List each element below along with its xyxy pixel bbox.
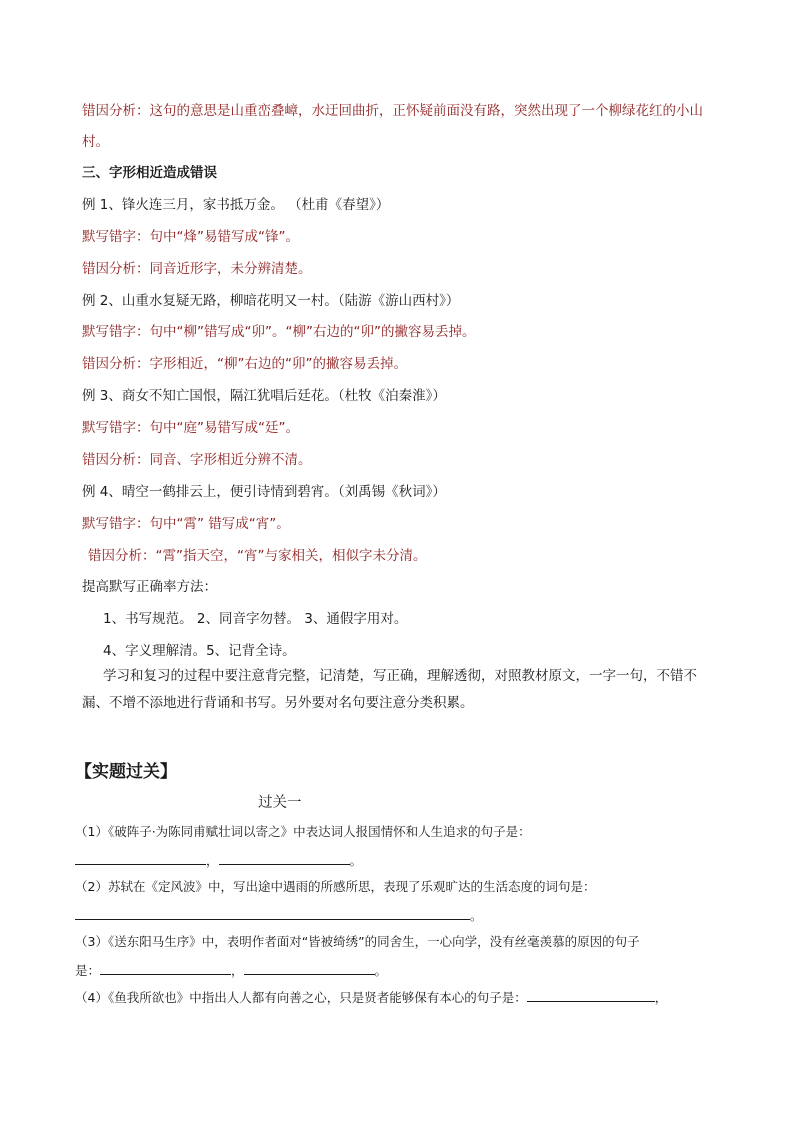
answer-blank[interactable] [75, 905, 470, 920]
methods-heading: 提高默写正确率方法： [82, 579, 217, 595]
answer-blank[interactable] [75, 850, 206, 865]
summary-paragraph-line: 漏、不增不添地进行背诵和书写。另外要对名句要注意分类积累。 [82, 695, 474, 711]
wrong-char-line: 默写错字：句中“庭”易错写成“廷”。 [82, 420, 299, 436]
error-reason-line: 错因分析：字形相近，“柳”右边的“卯”的撇容易丢掉。 [82, 356, 407, 372]
example-line: 例 3、商女不知亡国恨，隔江犹唱后廷花。（杜牧《泊秦淮》） [82, 388, 446, 404]
answer-line-3: 是： ， 。 [75, 960, 387, 981]
error-reason-line: 错因分析：同音、字形相近分辨不清。 [82, 452, 312, 468]
answer-blank[interactable] [219, 850, 350, 865]
analysis-line-cont: 村。 [82, 134, 109, 150]
answer-blank[interactable] [244, 960, 375, 975]
example-line: 例 2、山重水复疑无路，柳暗花明又一村。（陆游《游山西村》） [82, 293, 460, 309]
question-1: （1）《破阵子·为陈同甫赋壮词以寄之》中表达词人报国情怀和人生追求的句子是： [75, 824, 531, 839]
section-title-practice: 【实题过关】 [75, 762, 177, 782]
example-line: 例 4、晴空一鹤排云上，便引诗情到碧宵。（刘禹锡《秋词》） [82, 484, 446, 500]
error-reason-line: 错因分析：“霄”指天空，“宵”与家相关，相似字未分清。 [88, 548, 427, 564]
example-line: 例 1、锋火连三月，家书抵万金。 （杜甫《春望》） [82, 197, 390, 213]
question-2: （2）苏轼在《定风波》中，写出途中遇雨的所感所思，表现了乐观旷达的生活态度的词句是： [75, 879, 596, 894]
answer-blank[interactable] [100, 960, 231, 975]
summary-paragraph-line: 学习和复习的过程中要注意背完整，记清楚，写正确，理解透彻，对照教材原文，一字一句，不错不 [103, 668, 697, 684]
answer-line-1: ， 。 [75, 850, 362, 871]
methods-line: 1、书写规范。 2、同音字勿替。 3、通假字用对。 [103, 611, 408, 627]
wrong-char-line: 默写错字：句中“霄” 错写成“宵”。 [82, 516, 290, 532]
question-4: （4）《鱼我所欲也》中指出人人都有向善之心，只是贤者能够保有本心的句子是： [75, 990, 527, 1005]
error-reason-line: 错因分析：同音近形字，未分辨清楚。 [82, 261, 312, 277]
sub-title: 过关一 [258, 795, 302, 811]
question-3: （3）《送东阳马生序》中，表明作者面对“皆被绮绣”的同舍生，一心向学，没有丝毫羡慕的原因的句子 [75, 934, 640, 949]
answer-line-2: 。 [75, 905, 483, 926]
analysis-line: 错因分析：这句的意思是山重峦叠嶂，水迂回曲折，正怀疑前面没有路，突然出现了一个柳绿花红的小山 [82, 103, 703, 119]
methods-line: 4、字义理解清。5、记背全诗。 [103, 643, 296, 659]
section-heading: 三、字形相近造成错误 [82, 165, 217, 181]
wrong-char-line: 默写错字：句中“烽”易错写成“锋”。 [82, 229, 299, 245]
answer-blank[interactable] [527, 987, 655, 1002]
question-4-line: （4）《鱼我所欲也》中指出人人都有向善之心，只是贤者能够保有本心的句子是： ， [75, 987, 667, 1008]
wrong-char-line: 默写错字：句中“柳”错写成“卯”。“柳”右边的“卯”的撇容易丢掉。 [82, 324, 476, 340]
